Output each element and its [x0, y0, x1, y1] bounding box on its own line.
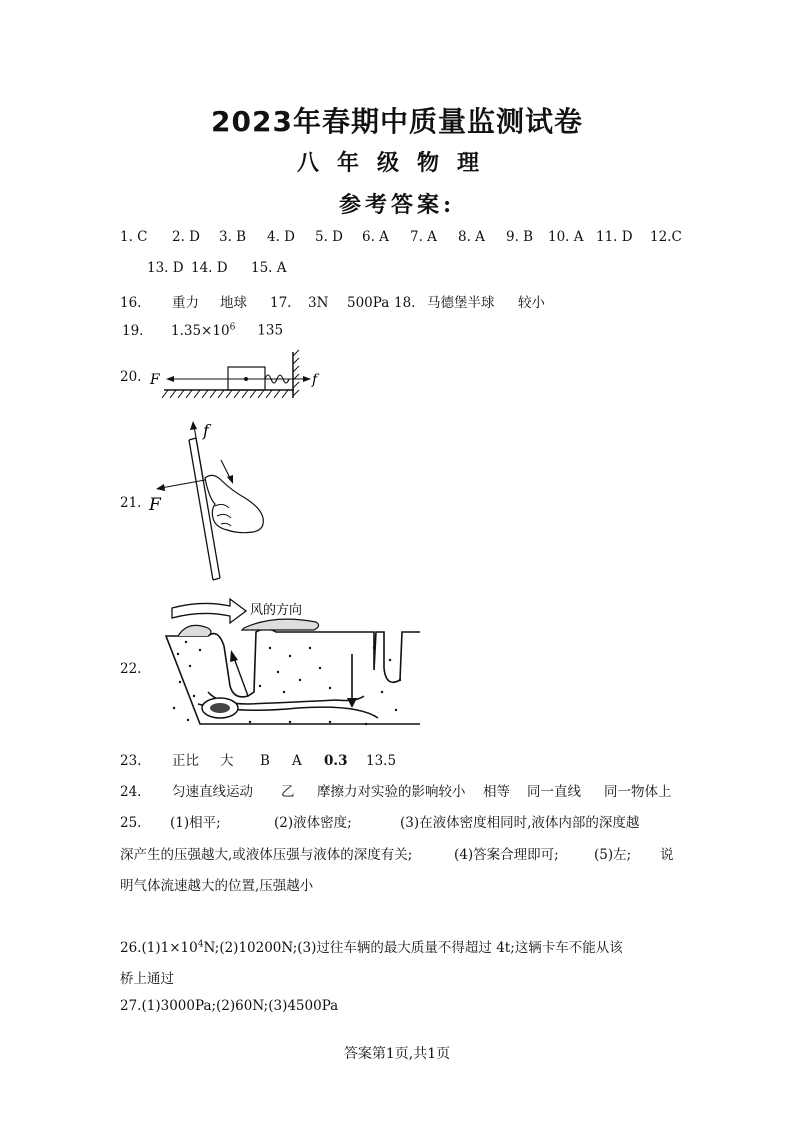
answer-25-line2 [120, 843, 674, 863]
answer-text: B [260, 753, 270, 769]
answer-text: 乙 [281, 784, 295, 800]
answer-text: (3)在液体密度相同时,液体内部的深度越 [400, 815, 640, 831]
answer-26-line1 [120, 936, 623, 956]
wind-direction-label: 风的方向 [250, 603, 303, 618]
answers-heading: 参考答案: [338, 192, 456, 218]
choice-answer: 4. D [267, 229, 295, 245]
answer-25-line3: 明气体流速越大的位置,压强越小 [120, 878, 314, 894]
answer-text: 0.3 [324, 753, 348, 769]
question-number: 19. [122, 322, 144, 339]
answer-text: (2)液体密度; [274, 815, 352, 831]
figure-22-burrow-wind-diagram [160, 596, 420, 736]
answer-value: $1.35\times 10^6$ [171, 322, 236, 339]
answer-text: 13.5 [366, 753, 397, 769]
answer-text: 深产生的压强越大,或液体压强与液体的深度有关; [120, 847, 413, 863]
choice-answer: 9. B [506, 229, 534, 245]
choice-answer: 13. D [147, 260, 184, 276]
choice-answer: 15. A [251, 260, 287, 276]
answer-text: 大 [220, 753, 234, 769]
answer-text: A [292, 753, 302, 769]
answer-text: (1)3000Pa;(2)60N;(3)4500Pa [141, 998, 339, 1014]
label-f: f [312, 372, 318, 388]
mound-left [178, 625, 211, 636]
answers-16-18 [120, 291, 545, 311]
choice-answer: 10. A [548, 229, 584, 245]
choice-answer: 14. D [191, 260, 228, 276]
choice-answer: 7. A [410, 229, 437, 245]
question-number: 17. [270, 295, 292, 311]
answer-text: 马德堡半球 [427, 295, 495, 311]
answer-text: 重力 [172, 295, 199, 311]
answer-text: 较小 [518, 295, 545, 311]
arrowhead [190, 421, 197, 430]
answer-text: 同一直线 [527, 784, 581, 800]
label-F: F [150, 372, 160, 388]
page-title: 2023年春期中质量监测试卷 [211, 105, 583, 138]
question-number: 20. [120, 369, 142, 385]
force-F-arrow [161, 480, 205, 488]
question-number: 22. [120, 661, 142, 677]
choice-answer: 8. A [458, 229, 485, 245]
question-number: 23. [120, 753, 142, 769]
choice-answer: 2. D [172, 229, 200, 245]
answer-text: 3N [308, 295, 329, 311]
answer-text: ;(2)10200N;(3)过往车辆的最大质量不得超过 4t;这辆卡车不能从该 [214, 940, 623, 956]
answer-text: 摩擦力对实验的影响较小 [317, 784, 466, 800]
answer-value: $1\times 10^4N$ [160, 939, 215, 956]
wall-hatching [293, 350, 299, 396]
answer-text: 地球 [220, 295, 247, 311]
answer-text: 匀速直线运动 [172, 784, 253, 800]
answer-26-line2: 桥上通过 [120, 971, 174, 987]
arrowhead [230, 650, 238, 662]
label-F: F [149, 495, 161, 515]
label-f: f [203, 421, 209, 440]
rod-left-edge [189, 440, 213, 580]
question-number: 16. [120, 295, 142, 311]
answer-23 [120, 749, 396, 769]
answer-27 [120, 998, 338, 1014]
answer-25-line1 [120, 811, 639, 831]
answer-19 [122, 322, 283, 339]
choice-answer: 3. B [219, 229, 247, 245]
page-footer: 答案第1页,共1页 [343, 1046, 451, 1062]
answer-text: (5)左; [594, 847, 632, 863]
choice-answer: 11. D [596, 229, 633, 245]
answer-text: 相等 [483, 784, 510, 800]
answer-text: (1)相平; [170, 815, 221, 831]
figure-21-hand-rod-diagram [145, 418, 275, 588]
arrowhead [227, 475, 233, 484]
answer-text: (1) [141, 940, 161, 956]
question-number: 24. [120, 784, 142, 800]
answer-text: 500Pa [347, 295, 390, 311]
question-number: 26. [120, 940, 142, 956]
arrowhead [347, 698, 357, 708]
choice-answer: 5. D [315, 229, 343, 245]
wind-arrow [172, 599, 246, 623]
animal-body [210, 703, 230, 713]
page-subtitle: 八年级物理 [296, 150, 497, 176]
choice-answer: 12.C [650, 229, 682, 245]
choice-answer: 1. C [120, 229, 148, 245]
choice-answers-row2 [147, 260, 287, 276]
choice-answers-row1 [120, 229, 682, 245]
answer-text: (4)答案合理即可; [454, 847, 559, 863]
question-number: 21. [120, 495, 142, 511]
mound-right [242, 619, 319, 630]
answer-text: 同一物体上 [604, 784, 672, 800]
airflow-up-arrow [234, 658, 248, 696]
question-number: 18. [394, 295, 416, 311]
force-f-arrow [194, 426, 203, 478]
choice-answer: 6. A [362, 229, 389, 245]
figure-20-friction-diagram [148, 348, 328, 404]
answer-text: 说 [660, 847, 674, 863]
ground-hatching [162, 390, 288, 398]
answer-text: 正比 [172, 753, 199, 769]
question-number: 25. [120, 815, 142, 831]
answer-value: 135 [257, 322, 284, 339]
arrowhead [156, 484, 165, 491]
arrowhead [166, 376, 174, 382]
question-number: 27. [120, 998, 142, 1014]
arrowhead [303, 376, 311, 382]
answer-24 [120, 780, 672, 800]
hand [205, 475, 263, 532]
